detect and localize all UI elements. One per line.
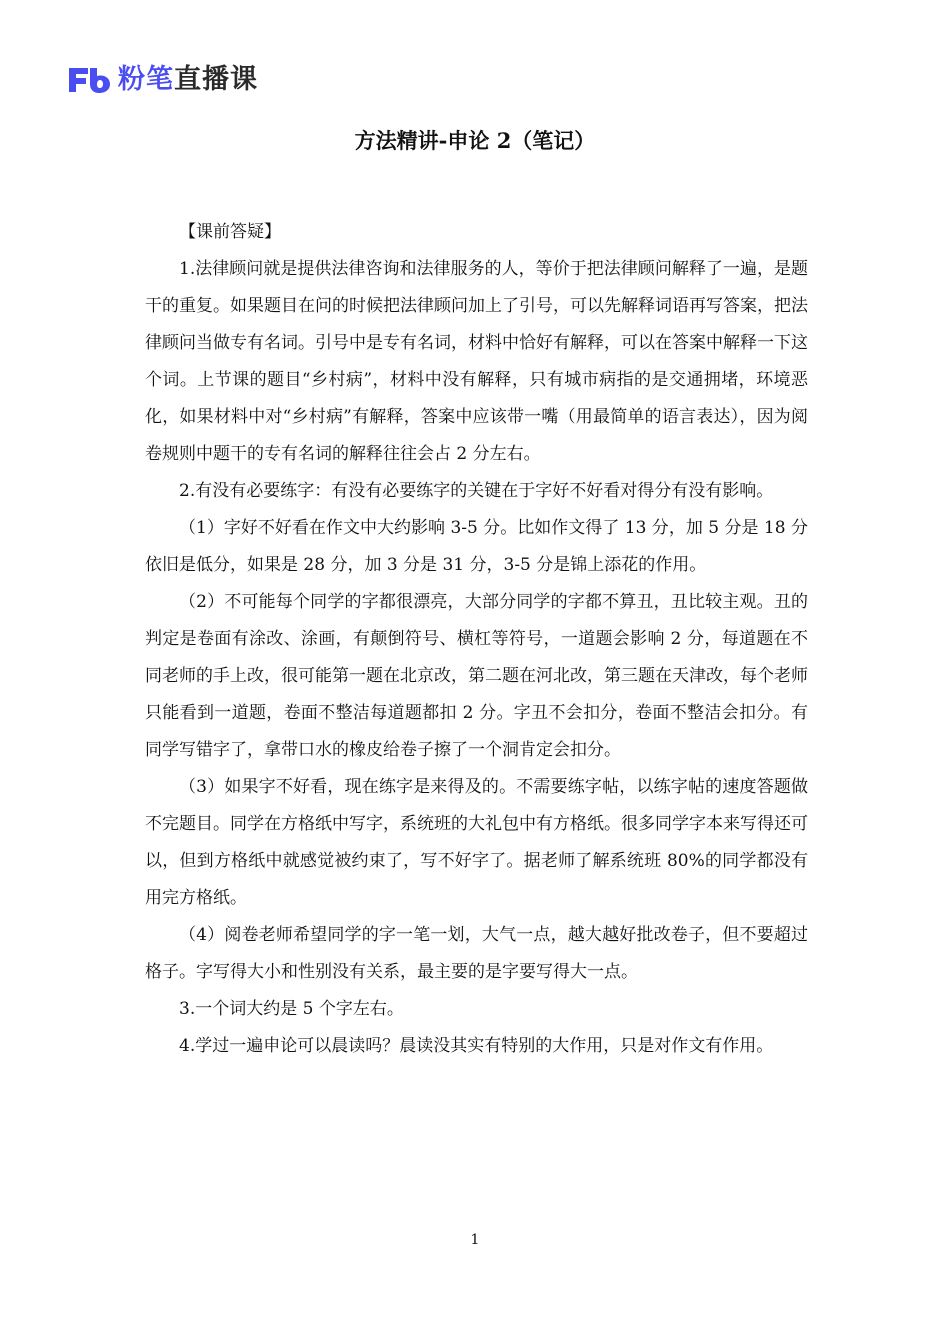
page-number: 1 [470, 1232, 480, 1248]
paragraph-1: 1.法律顾问就是提供法律咨询和法律服务的人，等价于把法律顾问解释了一遍，是题干的重复。如果题目在问的时候把法律顾问加上了引号，可以先解释词语再写答案，把法律顾问当做专有名词。引号中是专有名词，材料中恰好有解释，可以在答案中解释一下这个词。上节课的题目“乡村病”，材料中没有解释，只有城市病指的是交通拥堵，环境恶化，如果材料中对“乡村病”有解释，答案中应该带一嘴（用最简单的语言表达），因为阅卷规则中题干的专有名词的解释往往会占 2 分左右。 [145, 259, 808, 464]
paragraph-2: 2.有没有必要练字：有没有必要练字的关键在于字好不好看对得分有没有影响。 [179, 481, 774, 501]
brand-name [118, 62, 258, 98]
paragraph-2-4: （4）阅卷老师希望同学的字一笔一划，大气一点，越大越好批改卷子，但不要超过格子。字写得大小和性别没有关系，最主要的是字要写得大一点。 [145, 925, 808, 982]
brand-name-rest: 直播课 [174, 64, 258, 95]
brand-name-accent: 粉笔 [118, 64, 174, 95]
brand-logo [66, 62, 258, 98]
paragraph-2-1: （1）字好不好看在作文中大约影响 3-5 分。比如作文得了 13 分，加 5 分是 18 分依旧是低分，如果是 28 分，加 3 分是 31 分，3-5 分是锦上添花的作用。 [145, 518, 808, 575]
section-label: 【课前答疑】 [179, 222, 281, 242]
paragraph-2-3: （3）如果字不好看，现在练字是来得及的。不需要练字帖，以练字帖的速度答题做不完题目。同学在方格纸中写字，系统班的大礼包中有方格纸。很多同学字本来写得还可以，但到方格纸中就感觉被约束了，写不好字了。据老师了解系统班 80%的同学都没有用完方格纸。 [145, 777, 808, 908]
paragraph-2-2: （2）不可能每个同学的字都很漂亮，大部分同学的字都不算丑，丑比较主观。丑的判定是卷面有涂改、涂画，有颠倒符号、横杠等符号，一道题会影响 2 分，每道题在不同老师的手上改，很可能第一题在北京改，第二题在河北改，第三题在天津改，每个老师只能看到一道题，卷面不整洁每道题都扣 2 分。字丑不会扣分，卷面不整洁会扣分。有同学写错字了，拿带口水的橡皮给卷子擦了一个洞肯定会扣分。 [145, 592, 808, 760]
document-title: 方法精讲-申论 2（笔记） [354, 128, 596, 153]
document-body [145, 214, 808, 1065]
paragraph-4: 4.学过一遍申论可以晨读吗？晨读没其实有特别的大作用，只是对作文有作用。 [179, 1036, 774, 1056]
fb-logo-icon [66, 65, 112, 95]
paragraph-3: 3.一个词大约是 5 个字左右。 [179, 999, 404, 1019]
